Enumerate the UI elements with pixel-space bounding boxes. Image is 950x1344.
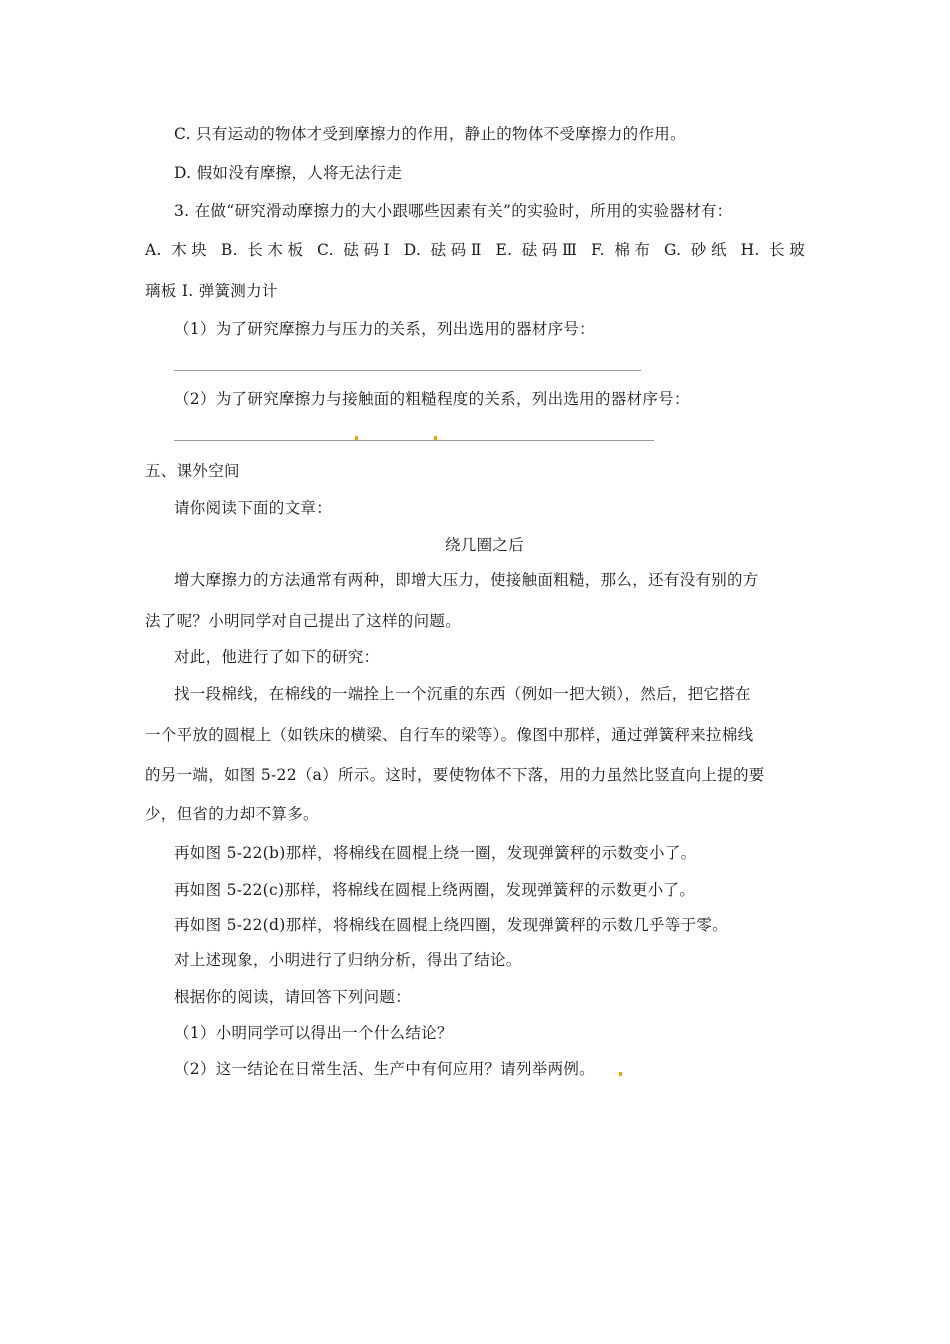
paragraph-8: 根据你的阅读，请回答下列问题： <box>174 988 412 1006</box>
paragraph-2: 对此，他进行了如下的研究： <box>174 648 380 666</box>
question-3-part-2: （2）为了研究摩擦力与接触面的粗糙程度的关系，列出选用的器材序号： <box>174 390 690 408</box>
read-prompt: 请你阅读下面的文章： <box>174 499 333 517</box>
paragraph-1-line-2: 法了呢？小明同学对自己提出了这样的问题。 <box>145 612 462 630</box>
question-3: 3. 在做“研究滑动摩擦力的大小跟哪些因素有关”的实验时，所用的实验器材有： <box>174 202 733 220</box>
paragraph-3-line-2: 一个平放的圆棍上（如铁床的横梁、自行车的梁等）。像图中那样，通过弹簧秤来拉棉线 <box>145 726 754 744</box>
option-c: C. 只有运动的物体才受到摩擦力的作用，静止的物体不受摩擦力的作用。 <box>174 125 686 143</box>
materials-line-1: A. 木块 B. 长木板 C. 砝码Ⅰ D. 砝码Ⅱ E. 砝码Ⅲ F. 棉布 G. 砂纸 H. 长玻 <box>145 241 805 259</box>
answer-line-1[interactable] <box>174 370 641 371</box>
materials-line-2: 璃板 I. 弹簧测力计 <box>145 282 278 300</box>
option-d: D. 假如没有摩擦，人将无法行走 <box>174 164 403 182</box>
answer-question-1: （1）小明同学可以得出一个什么结论？ <box>174 1024 453 1042</box>
answer-line-2[interactable] <box>174 440 654 441</box>
paragraph-4: 再如图 5-22(b)那样，将棉线在圆棍上绕一圈，发现弹簧秤的示数变小了。 <box>174 844 697 862</box>
section-5-heading: 五、课外空间 <box>145 462 240 480</box>
paragraph-5: 再如图 5-22(c)那样，将棉线在圆棍上绕两圈，发现弹簧秤的示数更小了。 <box>174 881 696 899</box>
paragraph-3-line-1: 找一段棉线，在棉线的一端拴上一个沉重的东西（例如一把大锁），然后，把它搭在 <box>174 685 751 703</box>
answer-question-2: （2）这一结论在日常生活、生产中有何应用？请列举两例。 <box>174 1060 595 1078</box>
question-3-part-1: （1）为了研究摩擦力与压力的关系，列出选用的器材序号： <box>174 320 595 338</box>
paragraph-6: 再如图 5-22(d)那样，将棉线在圆棍上绕四圈，发现弹簧秤的示数几乎等于零。 <box>174 916 728 934</box>
marker-dot <box>355 436 358 440</box>
article-title: 绕几圈之后 <box>445 536 525 554</box>
marker-dot <box>434 436 437 440</box>
marker-dot <box>619 1072 622 1076</box>
paragraph-7: 对上述现象，小明进行了归纳分析，得出了结论。 <box>174 951 522 969</box>
paragraph-3-line-4: 少，但省的力却不算多。 <box>145 805 319 823</box>
paragraph-3-line-3: 的另一端，如图 5-22（a）所示。这时，要使物体不下落，用的力虽然比竖直向上提的要 <box>145 766 765 784</box>
paragraph-1-line-1: 增大摩擦力的方法通常有两种，即增大压力，使接触面粗糙，那么，还有没有别的方 <box>174 571 759 589</box>
